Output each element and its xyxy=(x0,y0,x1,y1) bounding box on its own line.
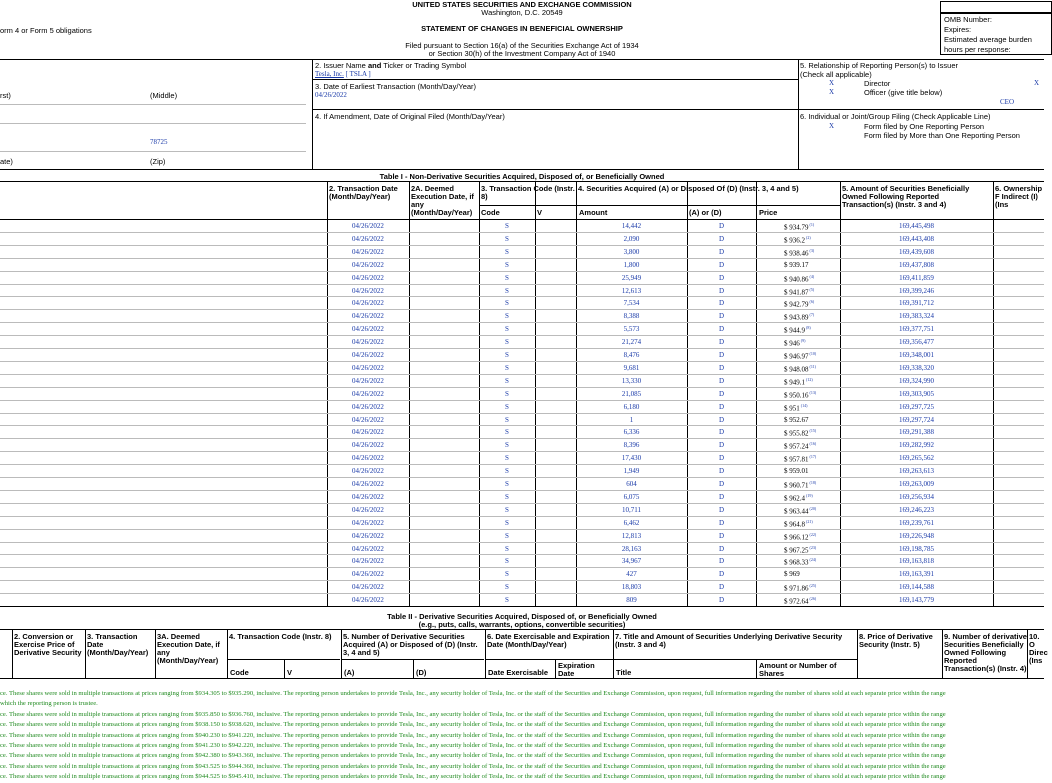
transaction-price: $ 957.24 $^{(16)}$ xyxy=(784,441,817,451)
table2-subheader-date-exercisable: Date Exercisable xyxy=(488,668,549,677)
footnote-ref: (6) xyxy=(808,299,815,305)
footnote-line: ce. These shares were sold in multiple transactions at prices ranging from $940.230 to $941.220, inclusive. The reporting person undertakes to provide Tesla, Inc., any security holder of Tesla, Inc. or the staff of the Securities and Exchange Commission, upon request, full information regarding the number of shares sold at each separate price within the range xyxy=(0,731,946,739)
transaction-date: 04/26/2022 xyxy=(352,402,384,411)
transaction-date: 04/26/2022 xyxy=(352,351,384,359)
table1-header-deemed: 2A. Deemed Execution Date, if any (Month/Day/Year) xyxy=(411,184,474,217)
transaction-amount: 9,681 xyxy=(623,363,640,372)
acquired-disposed: D xyxy=(718,222,725,230)
omb-info-box xyxy=(940,13,1052,55)
transaction-amount: 8,396 xyxy=(623,441,640,450)
table1-subheader-aord: (A) or (D) xyxy=(689,208,722,217)
transaction-date: 04/26/2022 xyxy=(352,518,384,527)
transaction-code: S xyxy=(505,260,509,269)
transaction-amount: 10,711 xyxy=(622,505,641,514)
footnote-line: ce. These shares were sold in multiple transactions at prices ranging from $935.850 to $936.760, inclusive. The reporting person undertakes to provide Tesla, Inc., any security holder of Tesla, Inc. or the staff of the Securities and Exchange Commission, upon request, full information regarding the number of shares sold at each separate price within the range xyxy=(0,710,946,718)
table2-header-ownership: 10. O Direc (Ins xyxy=(1029,632,1048,665)
footnote-ref: (1) xyxy=(808,222,815,227)
acquired-disposed: D xyxy=(718,325,725,334)
acquired-disposed: D xyxy=(718,338,725,347)
transaction-code: S xyxy=(505,467,509,476)
amount-owned: 169,338,320 xyxy=(899,363,934,372)
amount-owned: 169,144,588 xyxy=(899,583,934,592)
transaction-code: S xyxy=(505,389,509,398)
table2-header-underlying: 7. Title and Amount of Securities Underlying Derivative Security (Instr. 3 and 4) xyxy=(615,632,843,649)
transaction-price: $ 948.08 $^{(11)}$ xyxy=(784,363,817,374)
transaction-price: $ 962.4 $^{(19)}$ xyxy=(784,492,813,503)
acquired-disposed: D xyxy=(718,273,725,282)
footnote-ref: (16) xyxy=(808,441,817,447)
transaction-amount: 2,090 xyxy=(623,234,640,243)
director-label: Director xyxy=(864,79,891,88)
acquired-disposed: D xyxy=(718,312,725,321)
transaction-code: S xyxy=(505,222,509,230)
transaction-price: $ 967.25 $^{(23)}$ xyxy=(784,544,817,554)
transaction-date: 04/26/2022 xyxy=(352,234,384,243)
footnote-ref: (11) xyxy=(808,363,817,369)
footnote-ref: (25) xyxy=(808,583,817,589)
transaction-amount: 28,163 xyxy=(621,544,642,553)
transaction-code: S xyxy=(505,415,509,424)
footnote-ref: (12) xyxy=(805,376,813,382)
form-obligations-note: orm 4 or Form 5 obligations xyxy=(0,26,92,35)
omb-burden-label: Estimated average burden xyxy=(944,35,1032,44)
footnote-ref: (9) xyxy=(799,338,806,344)
earliest-transaction-label: 3. Date of Earliest Transaction (Month/Day/Year) xyxy=(315,82,477,91)
transaction-code: S xyxy=(505,544,509,553)
commission-city: Washington, D.C. 20549 xyxy=(481,8,563,17)
transaction-amount: 6,180 xyxy=(623,402,640,411)
footnote-ref: (13) xyxy=(808,389,817,395)
table2-header-exercisable: 6. Date Exercisable and Expiration Date (Month/Day/Year) xyxy=(487,632,610,649)
footnote-ref: (18) xyxy=(808,480,817,485)
transaction-amount: 6,075 xyxy=(623,492,640,501)
transaction-date: 04/26/2022 xyxy=(352,505,384,514)
table1-header-date: 2. Transaction Date (Month/Day/Year) xyxy=(329,184,398,201)
transaction-code: S xyxy=(505,441,509,450)
transaction-amount: 1,949 xyxy=(623,467,640,476)
relationship-label: 5. Relationship of Reporting Person(s) to Issuer xyxy=(800,61,958,70)
transaction-amount: 12,813 xyxy=(621,531,642,540)
acquired-disposed: D xyxy=(718,389,725,398)
amount-owned: 169,303,905 xyxy=(899,389,934,398)
transaction-code: S xyxy=(505,583,509,592)
footnote-line: ce. These shares were sold in multiple transactions at prices ranging from $942.380 to $943.360, inclusive. The reporting person undertakes to provide Tesla, Inc., any security holder of Tesla, Inc. or the staff of the Securities and Exchange Commission, upon request, full information regarding the number of shares sold at each separate price within the range xyxy=(0,752,946,760)
footnote-ref: (7) xyxy=(808,312,815,318)
transaction-code: S xyxy=(505,273,509,282)
table2-header-owned: 9. Number of derivative Securities Beneficially Owned Following Reported Transaction(s) (Instr. 4) xyxy=(944,632,1027,673)
transaction-code: S xyxy=(505,376,509,385)
table2-subheader-d: (D) xyxy=(416,668,427,677)
transaction-date: 04/26/2022 xyxy=(352,363,384,372)
table2-header-number: 5. Number of Derivative Securities Acquired (A) or Disposed of (D) (Instr. 3, 4 and 5) xyxy=(343,632,478,657)
table1-header-securities: 4. Securities Acquired (A) or Disposed Of (D) (Instr. 3, 4 and 5) xyxy=(578,184,799,193)
transaction-amount: 7,534 xyxy=(623,299,640,308)
filed-pursuant-line1: Filed pursuant to Section 16(a) of the Securities Exchange Act of 1934 xyxy=(405,41,639,50)
issuer-link[interactable]: Tesla, Inc. xyxy=(315,70,344,78)
acquired-disposed: D xyxy=(718,441,725,450)
amount-owned: 169,239,761 xyxy=(899,518,934,527)
amount-owned: 169,391,712 xyxy=(899,299,934,308)
footnote-ref: (22) xyxy=(808,531,817,537)
amount-owned: 169,297,724 xyxy=(899,415,934,424)
zip-label: (Zip) xyxy=(150,157,166,166)
group-filer-label: Form filed by More than One Reporting Person xyxy=(864,131,1020,140)
transaction-date: 04/26/2022 xyxy=(352,260,384,269)
transaction-code: S xyxy=(505,570,509,579)
omb-expires-label: Expires: xyxy=(944,25,972,34)
statement-title: STATEMENT OF CHANGES IN BENEFICIAL OWNERSHIP xyxy=(421,24,623,33)
table2-subheader-code: Code xyxy=(230,668,249,677)
zip-value: 78725 xyxy=(150,138,168,146)
acquired-disposed: D xyxy=(718,351,725,359)
amount-owned: 169,439,608 xyxy=(899,247,934,256)
table1-header-code: 3. Transaction Code (Instr. 8) xyxy=(481,184,575,201)
acquired-disposed: D xyxy=(718,467,725,476)
amount-owned: 169,324,990 xyxy=(899,376,934,385)
transaction-code: S xyxy=(505,557,509,566)
transaction-code: S xyxy=(505,518,509,527)
amount-owned: 169,143,779 xyxy=(899,596,934,605)
acquired-disposed: D xyxy=(718,518,725,527)
transaction-date: 04/26/2022 xyxy=(352,467,384,476)
transaction-date: 04/26/2022 xyxy=(352,376,384,385)
transaction-amount: 18,803 xyxy=(621,583,642,592)
acquired-disposed: D xyxy=(718,402,725,411)
transaction-date: 04/26/2022 xyxy=(352,570,384,579)
transaction-price: $ 972.64 $^{(26)}$ xyxy=(784,596,817,606)
transaction-price: $ 951 $^{(14)}$ xyxy=(784,402,808,412)
transaction-price: $ 946.97 $^{(10)}$ xyxy=(784,351,817,361)
amount-owned: 169,443,408 xyxy=(899,234,934,243)
transaction-price: $ 946 $^{(9)}$ xyxy=(784,338,806,348)
transaction-price: $ 959.01 xyxy=(784,467,809,476)
transaction-price: $ 960.71 $^{(18)}$ xyxy=(784,480,817,490)
transaction-date: 04/26/2022 xyxy=(352,325,384,334)
footnote-ref: (5) xyxy=(808,286,815,292)
name-first-label: rst) xyxy=(0,91,11,100)
transaction-code: S xyxy=(505,505,509,514)
filing-type-label: 6. Individual or Joint/Group Filing (Check Applicable Line) xyxy=(800,112,991,121)
transaction-date: 04/26/2022 xyxy=(352,557,384,566)
acquired-disposed: D xyxy=(718,376,725,385)
transaction-date: 04/26/2022 xyxy=(352,583,384,592)
transaction-amount: 8,388 xyxy=(623,312,640,321)
amount-owned: 169,291,388 xyxy=(899,428,934,437)
commission-title: UNITED STATES SECURITIES AND EXCHANGE COMMISSION xyxy=(412,0,632,9)
footnote-line: which the reporting person is trustee. xyxy=(0,700,98,708)
transaction-date: 04/26/2022 xyxy=(352,273,384,282)
amount-owned: 169,246,223 xyxy=(899,505,934,514)
transaction-date: 04/26/2022 xyxy=(352,596,384,605)
acquired-disposed: D xyxy=(718,596,725,605)
director-check: X xyxy=(829,79,835,87)
transaction-code: S xyxy=(505,402,509,411)
transaction-code: S xyxy=(505,247,509,256)
acquired-disposed: D xyxy=(718,492,725,501)
amount-owned: 169,265,562 xyxy=(899,454,934,463)
footnote-line: ce. These shares were sold in multiple transactions at prices ranging from $943.525 to $944.360, inclusive. The reporting person undertakes to provide Tesla, Inc., any security holder of Tesla, Inc. or the staff of the Securities and Exchange Commission, upon request, full information regarding the number of shares sold at each separate price within the range xyxy=(0,762,946,770)
amount-owned: 169,445,498 xyxy=(899,222,934,230)
footnote-ref: (15) xyxy=(808,428,817,434)
footnote-ref: (10) xyxy=(808,351,817,356)
table2-subheader-amount: Amount or Number of Shares xyxy=(759,661,837,678)
transaction-date: 04/26/2022 xyxy=(352,247,384,256)
transaction-amount: 427 xyxy=(626,570,637,579)
footnote-ref: (20) xyxy=(808,505,817,511)
transaction-date: 04/26/2022 xyxy=(352,222,384,230)
transaction-code: S xyxy=(505,338,509,347)
transaction-code: S xyxy=(505,351,509,359)
transaction-code: S xyxy=(505,312,509,321)
relationship-sublabel: (Check all applicable) xyxy=(800,70,872,79)
filed-pursuant-line2: or Section 30(h) of the Investment Company Act of 1940 xyxy=(428,49,616,58)
transaction-amount: 6,462 xyxy=(623,518,640,527)
transaction-date: 04/26/2022 xyxy=(352,338,384,347)
table1-subheader-v: V xyxy=(537,208,543,217)
acquired-disposed: D xyxy=(718,260,725,269)
issuer-name-label: 2. Issuer Name and Ticker or Trading Symbol xyxy=(315,61,467,70)
footnote-ref: (2) xyxy=(805,234,811,240)
footnote-ref: (23) xyxy=(808,544,817,550)
transaction-price: $ 944.9 $^{(8)}$ xyxy=(784,325,811,335)
footnote-ref: (21) xyxy=(805,518,813,524)
amount-owned: 169,198,785 xyxy=(899,544,934,553)
transaction-amount: 1,800 xyxy=(623,260,640,269)
transaction-code: S xyxy=(505,299,509,308)
amount-owned: 169,256,934 xyxy=(899,492,934,501)
table1-header-owned: 5. Amount of Securities Beneficially Owned Following Reported Transaction(s) (Instr. 3 and 4) xyxy=(842,184,970,209)
amount-owned: 169,263,009 xyxy=(899,480,934,488)
footnote-ref: (17) xyxy=(808,454,817,460)
table1-subheader-amount: Amount xyxy=(579,208,608,217)
transaction-amount: 8,476 xyxy=(623,351,640,359)
transaction-code: S xyxy=(505,363,509,372)
transaction-price: $ 966.12 $^{(22)}$ xyxy=(784,531,817,541)
table2-header-code: 4. Transaction Code (Instr. 8) xyxy=(229,632,332,641)
footnote-line: ce. These shares were sold in multiple transactions at prices ranging from $934.305 to $935.290, inclusive. The reporting person undertakes to provide Tesla, Inc., any security holder of Tesla, Inc. or the staff of the Securities and Exchange Commission, upon request, full information regarding the number of shares sold at each separate price within the range xyxy=(0,690,946,697)
transaction-amount: 604 xyxy=(626,480,637,488)
transaction-amount: 13,330 xyxy=(621,376,642,385)
acquired-disposed: D xyxy=(718,299,725,308)
acquired-disposed: D xyxy=(718,583,725,592)
amount-owned: 169,282,992 xyxy=(899,441,934,450)
amount-owned: 169,263,613 xyxy=(899,467,934,476)
amount-owned: 169,297,725 xyxy=(899,402,934,411)
transaction-date: 04/26/2022 xyxy=(352,492,384,501)
amount-owned: 169,437,808 xyxy=(899,260,934,269)
transaction-date: 04/26/2022 xyxy=(352,544,384,553)
footnote-line: ce. These shares were sold in multiple transactions at prices ranging from $941.230 to $942.220, inclusive. The reporting person undertakes to provide Tesla, Inc., any security holder of Tesla, Inc. or the staff of the Securities and Exchange Commission, upon request, full information regarding the number of shares sold at each separate price within the range xyxy=(0,742,946,749)
transaction-amount: 14,442 xyxy=(621,222,642,230)
transaction-amount: 1 xyxy=(629,415,634,424)
issuer-symbol: Tesla, Inc. [ TSLA ] xyxy=(315,70,371,78)
transaction-price: $ 941.87 $^{(5)}$ xyxy=(784,286,815,296)
transaction-price: $ 938.46 $^{(3)}$ xyxy=(784,247,815,258)
acquired-disposed: D xyxy=(718,234,725,243)
footnote-ref: (8) xyxy=(805,325,811,331)
transaction-price: $ 955.82 $^{(15)}$ xyxy=(784,428,817,438)
amount-owned: 169,226,948 xyxy=(899,531,934,540)
transaction-price: $ 952.67 xyxy=(784,415,809,424)
transaction-amount: 17,430 xyxy=(621,454,642,463)
amount-owned: 169,399,246 xyxy=(899,286,934,295)
amount-owned: 169,383,324 xyxy=(899,312,934,321)
table2-subheader-a: (A) xyxy=(344,668,355,677)
transaction-amount: 6,336 xyxy=(623,428,640,437)
amount-owned: 169,356,477 xyxy=(899,338,934,347)
transaction-price: $ 971.86 $^{(25)}$ xyxy=(784,583,817,593)
omb-hours-label: hours per response: xyxy=(944,45,1011,54)
transaction-date: 04/26/2022 xyxy=(352,286,384,295)
table2-subheader-title: Title xyxy=(616,668,632,677)
acquired-disposed: D xyxy=(718,480,725,488)
acquired-disposed: D xyxy=(718,557,725,566)
table2-title: Table II - Derivative Securities Acquired, Disposed of, or Beneficially Owned xyxy=(387,612,657,621)
acquired-disposed: D xyxy=(718,247,725,256)
transaction-code: S xyxy=(505,531,509,540)
transaction-amount: 21,085 xyxy=(621,389,642,398)
transaction-amount: 34,967 xyxy=(621,557,642,566)
name-middle-label: (Middle) xyxy=(150,91,178,100)
table1-header-ownership: 6. Ownership F Indirect (I) (Ins xyxy=(995,184,1043,209)
table2-header-deemed: 3A. Deemed Execution Date, if any (Month/Day/Year) xyxy=(157,632,220,665)
transaction-date: 04/26/2022 xyxy=(352,389,384,398)
footnote-line: ce. These shares were sold in multiple transactions at prices ranging from $944.525 to $945.410, inclusive. The reporting person undertakes to provide Tesla, Inc., any security holder of Tesla, Inc. or the staff of the Securities and Exchange Commission, upon request, full information regarding the number of shares sold at each separate price within the range xyxy=(0,773,946,781)
transaction-amount: 809 xyxy=(626,596,637,605)
officer-title: CEO xyxy=(1000,98,1014,106)
footnote-ref: (3) xyxy=(808,247,815,253)
transaction-price: $ 939.17 xyxy=(784,260,809,269)
omb-number-label: OMB Number: xyxy=(944,15,992,24)
transaction-date: 04/26/2022 xyxy=(352,428,384,437)
transaction-amount: 21,274 xyxy=(621,338,642,347)
amendment-label: 4. If Amendment, Date of Original Filed (Month/Day/Year) xyxy=(315,112,505,121)
acquired-disposed: D xyxy=(718,531,725,540)
transaction-date: 04/26/2022 xyxy=(352,454,384,463)
omb-approval-box xyxy=(940,1,1052,13)
table2-header-date: 3. Transaction Date (Month/Day/Year) xyxy=(87,632,149,657)
earliest-transaction-date: 04/26/2022 xyxy=(315,91,347,99)
transaction-price: $ 934.79 $^{(1)}$ xyxy=(784,222,815,232)
acquired-disposed: D xyxy=(718,428,725,437)
single-filer-label: Form filed by One Reporting Person xyxy=(864,122,985,131)
state-label: ate) xyxy=(0,157,13,166)
transaction-code: S xyxy=(505,492,509,501)
table1-subheader-price: Price xyxy=(759,208,778,217)
transaction-code: S xyxy=(505,325,509,334)
officer-check: X xyxy=(829,88,835,96)
footnote-line: ce. These shares were sold in multiple transactions at prices ranging from $938.150 to $938.620, inclusive. The reporting person undertakes to provide Tesla, Inc., any security holder of Tesla, Inc. or the staff of the Securities and Exchange Commission, upon request, full information regarding the number of shares sold at each separate price within the range xyxy=(0,721,946,729)
transaction-code: S xyxy=(505,596,509,605)
table2-header-price: 8. Price of Derivative Security (Instr. 5) xyxy=(859,632,933,649)
transaction-date: 04/26/2022 xyxy=(352,415,384,424)
acquired-disposed: D xyxy=(718,570,725,579)
footnote-ref: (19) xyxy=(805,492,813,498)
table1-subheader-code: Code xyxy=(481,208,500,217)
amount-owned: 169,377,751 xyxy=(899,325,934,334)
officer-label: Officer (give title below) xyxy=(864,88,943,97)
single-filer-check: X xyxy=(829,122,835,130)
transaction-date: 04/26/2022 xyxy=(352,441,384,450)
acquired-disposed: D xyxy=(718,286,725,295)
transaction-date: 04/26/2022 xyxy=(352,299,384,308)
transaction-amount: 3,800 xyxy=(623,247,640,256)
acquired-disposed: D xyxy=(718,415,725,424)
transaction-price: $ 940.86 $^{(4)}$ xyxy=(784,273,815,283)
transaction-code: S xyxy=(505,234,509,243)
transaction-amount: 12,613 xyxy=(621,286,642,295)
transaction-code: S xyxy=(505,454,509,463)
transaction-date: 04/26/2022 xyxy=(352,531,384,540)
footnote-ref: (26) xyxy=(808,596,817,602)
ten-percent-check: X xyxy=(1034,79,1040,87)
footnote-ref: (14) xyxy=(799,402,808,408)
transaction-price: $ 942.79 $^{(6)}$ xyxy=(784,299,815,309)
acquired-disposed: D xyxy=(718,363,725,372)
transaction-code: S xyxy=(505,480,509,488)
amount-owned: 169,163,818 xyxy=(899,557,934,566)
transaction-price: $ 950.16 $^{(13)}$ xyxy=(784,389,817,400)
table2-subheader-expiration: Expiration Date xyxy=(558,661,595,678)
amount-owned: 169,163,391 xyxy=(899,570,934,579)
table2-header-conversion: 2. Conversion or Exercise Price of Derivative Security xyxy=(14,632,82,657)
transaction-price: $ 969 xyxy=(784,570,800,579)
acquired-disposed: D xyxy=(718,454,725,463)
transaction-date: 04/26/2022 xyxy=(352,312,384,321)
transaction-price: $ 968.33 $^{(24)}$ xyxy=(784,557,817,567)
amount-owned: 169,411,859 xyxy=(899,273,934,282)
footnote-ref: (24) xyxy=(808,557,817,563)
transaction-code: S xyxy=(505,428,509,437)
transaction-price: $ 936.2 $^{(2)}$ xyxy=(784,234,811,245)
amount-owned: 169,348,001 xyxy=(899,351,934,359)
transaction-date: 04/26/2022 xyxy=(352,480,384,488)
footnote-ref: (4) xyxy=(808,273,815,279)
table2-subtitle: (e.g., puts, calls, warrants, options, convertible securities) xyxy=(418,620,626,629)
transaction-price: $ 963.44 $^{(20)}$ xyxy=(784,505,817,516)
transaction-price: $ 964.8 $^{(21)}$ xyxy=(784,518,813,529)
transaction-price: $ 957.81 $^{(17)}$ xyxy=(784,454,817,464)
transaction-amount: 25,949 xyxy=(621,273,642,282)
transaction-code: S xyxy=(505,286,509,295)
table1-title: Table I - Non-Derivative Securities Acquired, Disposed of, or Beneficially Owned xyxy=(379,172,665,181)
transaction-amount: 5,573 xyxy=(623,325,640,334)
transaction-price: $ 943.89 $^{(7)}$ xyxy=(784,312,815,322)
acquired-disposed: D xyxy=(718,544,725,553)
transaction-price: $ 949.1 $^{(12)}$ xyxy=(784,376,813,387)
table2-subheader-v: V xyxy=(287,668,293,677)
acquired-disposed: D xyxy=(718,505,725,514)
